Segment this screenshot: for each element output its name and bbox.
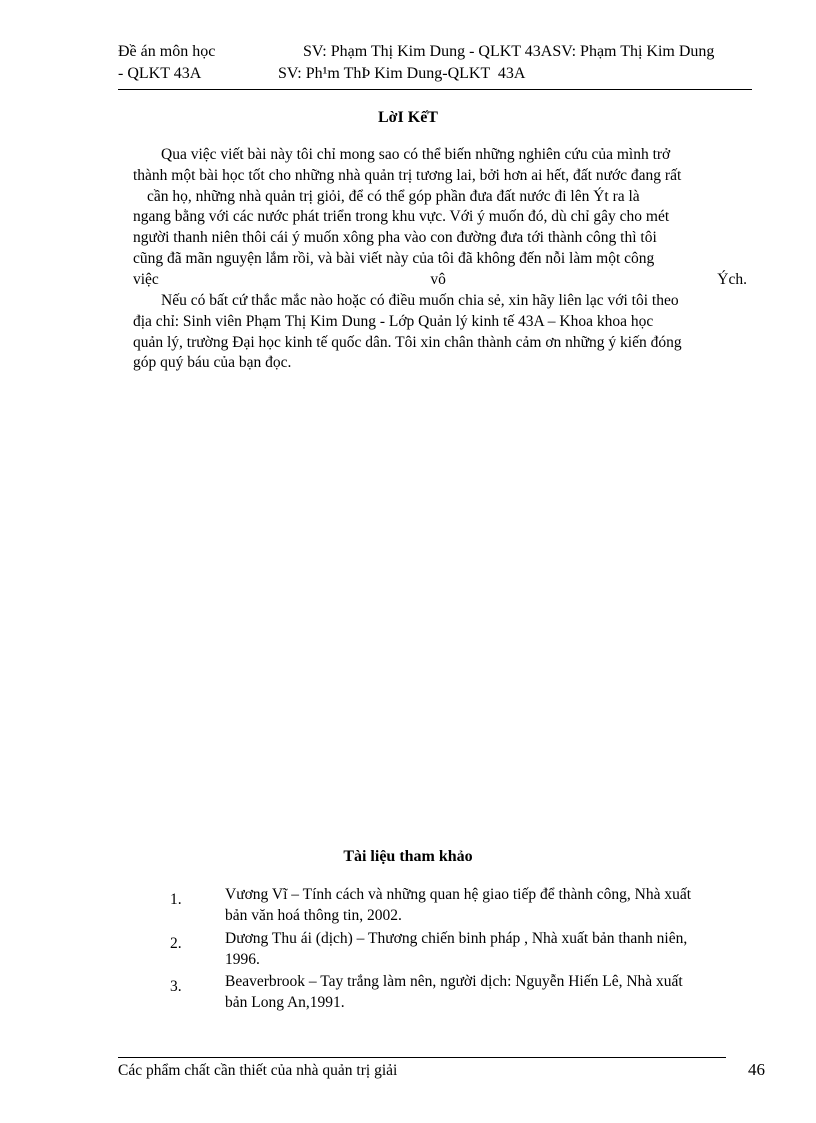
conclusion-paragraph-2 xyxy=(133,291,747,374)
conclusion-title: LờI KếT xyxy=(378,109,438,126)
reference-number: 3. xyxy=(170,978,182,995)
page-number: 46 xyxy=(748,1060,765,1079)
references-title: Tài liệu tham khảo xyxy=(343,848,473,865)
reference-number: 1. xyxy=(170,891,182,908)
paragraph-line: ngang bằng với các nước phát triển trong khu vực. Với ý muốn đó, dù chỉ gây cho mét xyxy=(133,208,670,226)
paragraph-line: góp quý báu của bạn đọc. xyxy=(133,354,292,372)
reference-line: Vương Vĩ – Tính cách và những quan hệ giao tiếp để thành công, Nhà xuất xyxy=(225,886,692,903)
paragraph-line: địa chỉ: Sinh viên Phạm Thị Kim Dung - Lớp Quản lý kinh tế 43A – Khoa khoa học xyxy=(133,312,654,330)
word: Ých. xyxy=(717,270,747,288)
header-author-garbled: SV: Ph¹m ThÞ Kim Dung-QLKT 43A xyxy=(278,65,526,82)
paragraph-line: Qua việc viết bài này tôi chỉ mong sao có thể biến những nghiên cứu của mình trở xyxy=(161,146,671,163)
paragraph-line: người thanh niên thôi cái ý muốn xông pha vào con đường đưa tới thành công thì tôi xyxy=(133,229,657,247)
reference-number: 2. xyxy=(170,935,182,952)
word: vô xyxy=(430,270,446,288)
paragraph-line-justified xyxy=(133,270,747,291)
paragraph-line: cần họ, những nhà quản trị giỏi, để có thể góp phần đưa đất nước đi lên Ýt ra là xyxy=(147,187,640,205)
conclusion-paragraph-1 xyxy=(133,145,747,291)
reference-line: 1996. xyxy=(225,950,260,968)
header-author: SV: Phạm Thị Kim Dung - QLKT 43ASV: Phạm Thị Kim Dung xyxy=(303,43,715,60)
footer-title: Các phẩm chất cần thiết của nhà quản trị giải xyxy=(118,1062,398,1079)
reference-line: bản Long An,1991. xyxy=(225,993,345,1011)
footer-divider xyxy=(118,1057,726,1058)
paragraph-line: thành một bài học tốt cho những nhà quản trị tương lai, bởi hơn ai hết, đất nước đang rất xyxy=(133,166,682,184)
reference-line: Beaverbrook – Tay trắng làm nên, người dịch: Nguyễn Hiến Lê, Nhà xuất xyxy=(225,973,683,990)
reference-line: bản văn hoá thông tin, 2002. xyxy=(225,906,402,924)
header-course: Đề án môn học xyxy=(118,43,216,60)
paragraph-line: quản lý, trường Đại học kinh tế quốc dân. Tôi xin chân thành cảm ơn những ý kiến đóng xyxy=(133,333,682,351)
paragraph-line: cũng đã mãn nguyện lắm rồi, và bài viết này của tôi đã không đến nỗi làm một công xyxy=(133,249,655,267)
paragraph-line: Nếu có bất cứ thắc mắc nào hoặc có điều muốn chia sẻ, xin hãy liên lạc với tôi theo xyxy=(161,292,679,309)
header-divider xyxy=(118,89,752,90)
word: việc xyxy=(133,270,159,288)
reference-line: Dương Thu ái (dịch) – Thương chiến binh pháp , Nhà xuất bản thanh niên, xyxy=(225,930,688,947)
header-class: - QLKT 43A xyxy=(118,65,202,82)
